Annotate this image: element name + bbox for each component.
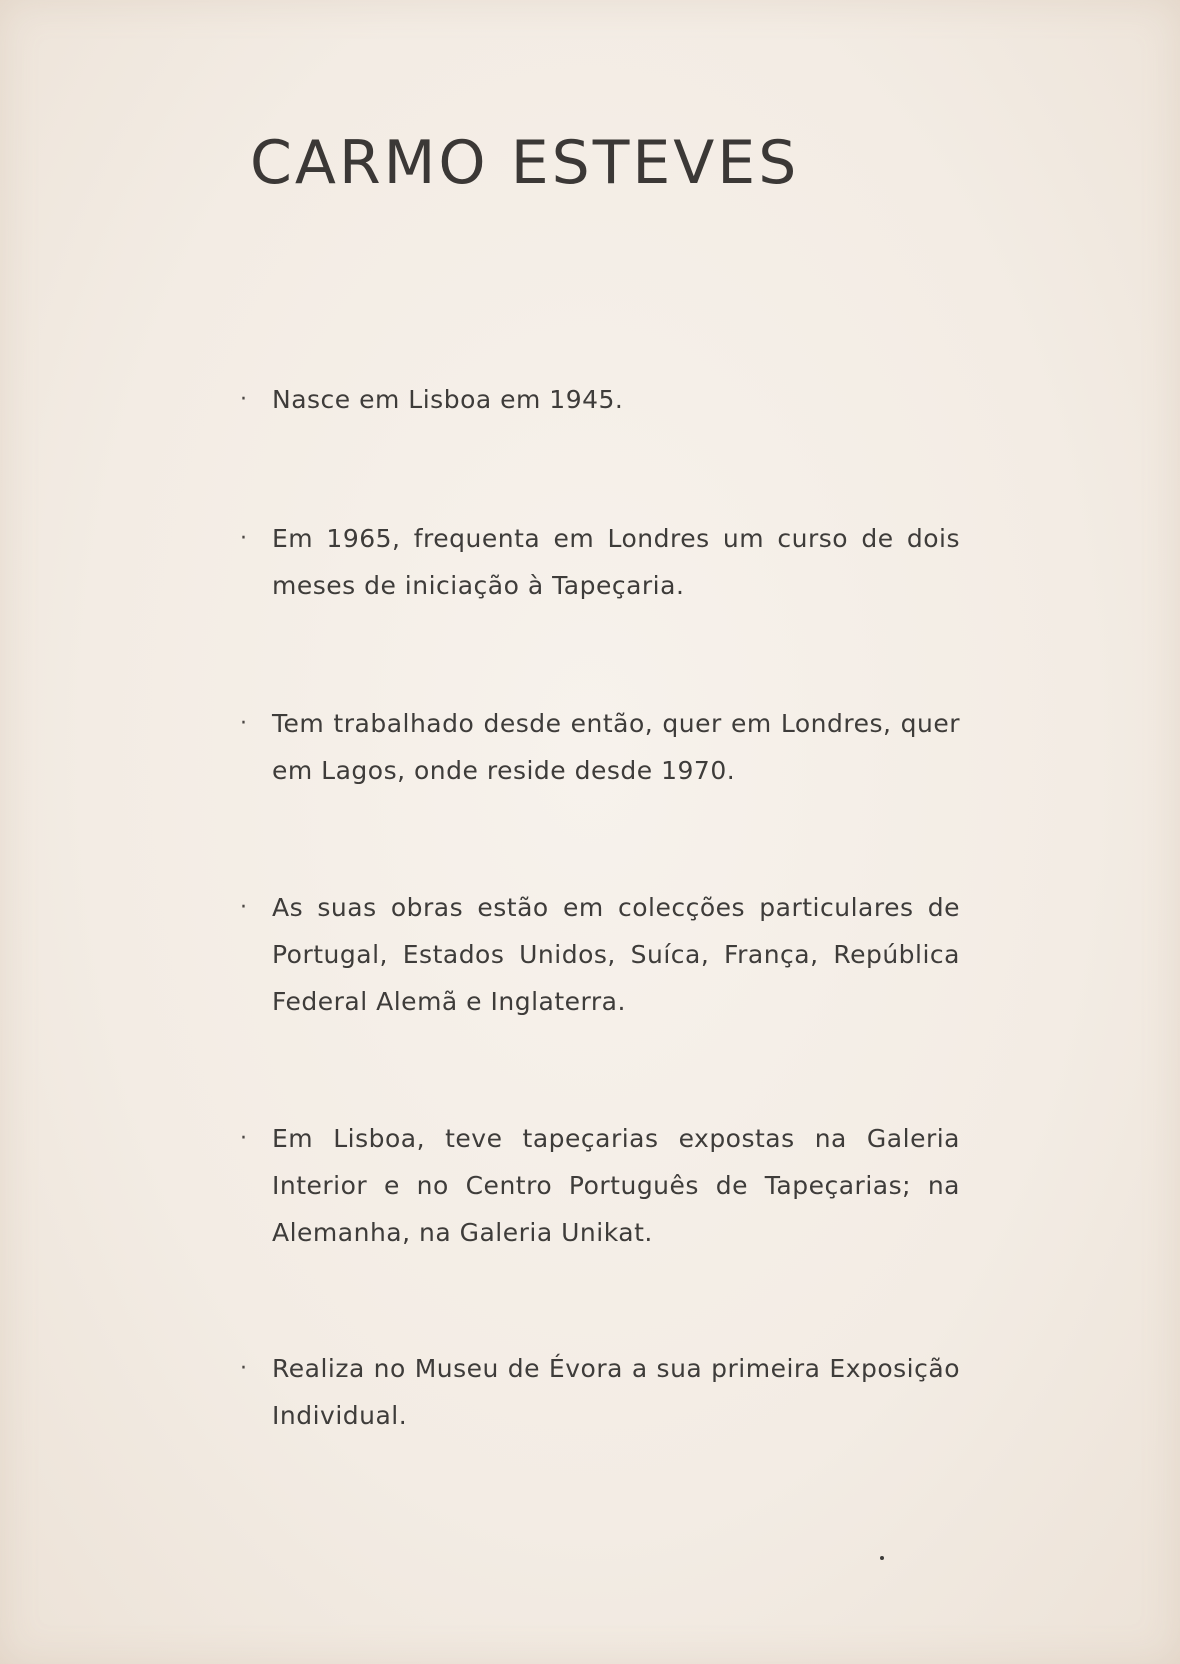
bio-item-text: Nasce em Lisboa em 1945. xyxy=(272,385,624,414)
bullet-icon: · xyxy=(240,711,247,736)
bullet-icon: · xyxy=(240,1356,247,1381)
bullet-icon: · xyxy=(240,895,247,920)
bio-item-collections xyxy=(240,884,960,1025)
paper-speck xyxy=(880,1556,884,1560)
bio-item-exhibitions xyxy=(240,1115,960,1256)
bio-item-solo-show xyxy=(240,1345,960,1439)
page-title: CARMO ESTEVES xyxy=(250,128,800,198)
bullet-icon: · xyxy=(240,387,247,412)
bio-item-text: As suas obras estão em colecções particulares de Portugal, Estados Unidos, Suíca, França, República Federal Alemã e Inglaterra. xyxy=(272,893,960,1016)
bio-item-training xyxy=(240,515,960,609)
bio-item-work xyxy=(240,700,960,794)
bio-item-birth xyxy=(240,376,960,423)
bullet-icon: · xyxy=(240,1126,247,1151)
bio-item-text: Em Lisboa, teve tapeçarias expostas na Galeria Interior e no Centro Português de Tapeçarias; na Alemanha, na Galeria Unikat. xyxy=(272,1124,960,1247)
bullet-icon: · xyxy=(240,526,247,551)
bio-item-text: Em 1965, frequenta em Londres um curso de dois meses de iniciação à Tapeçaria. xyxy=(272,524,960,600)
bio-item-text: Tem trabalhado desde então, quer em Londres, quer em Lagos, onde reside desde 1970. xyxy=(272,709,960,785)
bio-item-text: Realiza no Museu de Évora a sua primeira Exposição Individual. xyxy=(272,1354,960,1430)
